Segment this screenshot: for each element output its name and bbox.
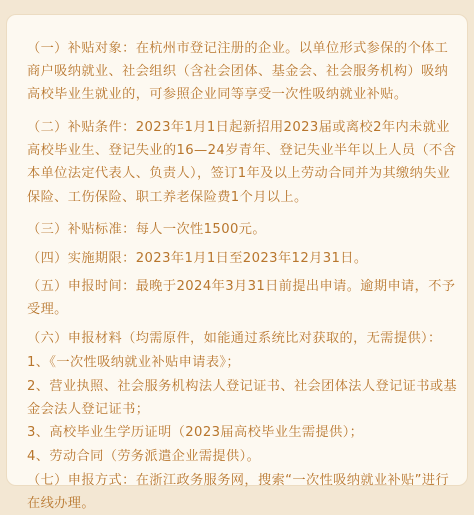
- paragraph-implementation-period: （四）实施期限：2023年1月1日至2023年12月31日。: [27, 251, 368, 266]
- paragraph-subsidy-conditions: （二）补贴条件：2023年1月1日起新招用2023届或离校2年内未就业高校毕业生、登记失业的16—24岁青年、登记失业半年以上人员（不含本单位法定代表人、负责人），签订1年及以上劳动合同并为其缴纳失业保险、工伤保险、职工养老保险费1个月以上。: [27, 120, 457, 205]
- material-item-2: 2、营业执照、社会服务机构法人登记证书、社会团体法人登记证书或基金会法人登记证书；: [27, 379, 457, 418]
- paragraph-application-time: （五）申报时间：最晚于2024年3月31日前提出申请。逾期申请，不予受理。: [27, 279, 456, 318]
- paragraph-subsidy-target: （一）补贴对象：在杭州市登记注册的企业。以单位形式参保的个体工商户吸纳就业、社会组织（含社会团体、基金会、社会服务机构）吸纳高校毕业生就业的，可参照企业同等享受一次性吸纳就业补贴。: [27, 41, 449, 103]
- document-card: [6, 14, 468, 512]
- paragraph-application-materials: （六）申报材料（均需原件，如能通过系统比对获取的，无需提供）：: [27, 331, 442, 346]
- paragraph-subsidy-standard: （三）补贴标准：每人一次性1500元。: [27, 222, 266, 237]
- paragraph-application-method: （七）申报方式：在浙江政务服务网，搜索“一次性吸纳就业补贴”进行在线办理。: [27, 473, 450, 512]
- material-item-1: 1、《一次性吸纳就业补贴申请表》；: [27, 355, 240, 370]
- material-item-4: 4、劳动合同（劳务派遣企业需提供）。: [27, 449, 261, 464]
- material-item-3: 3、高校毕业生学历证明（2023届高校毕业生需提供）；: [27, 425, 364, 440]
